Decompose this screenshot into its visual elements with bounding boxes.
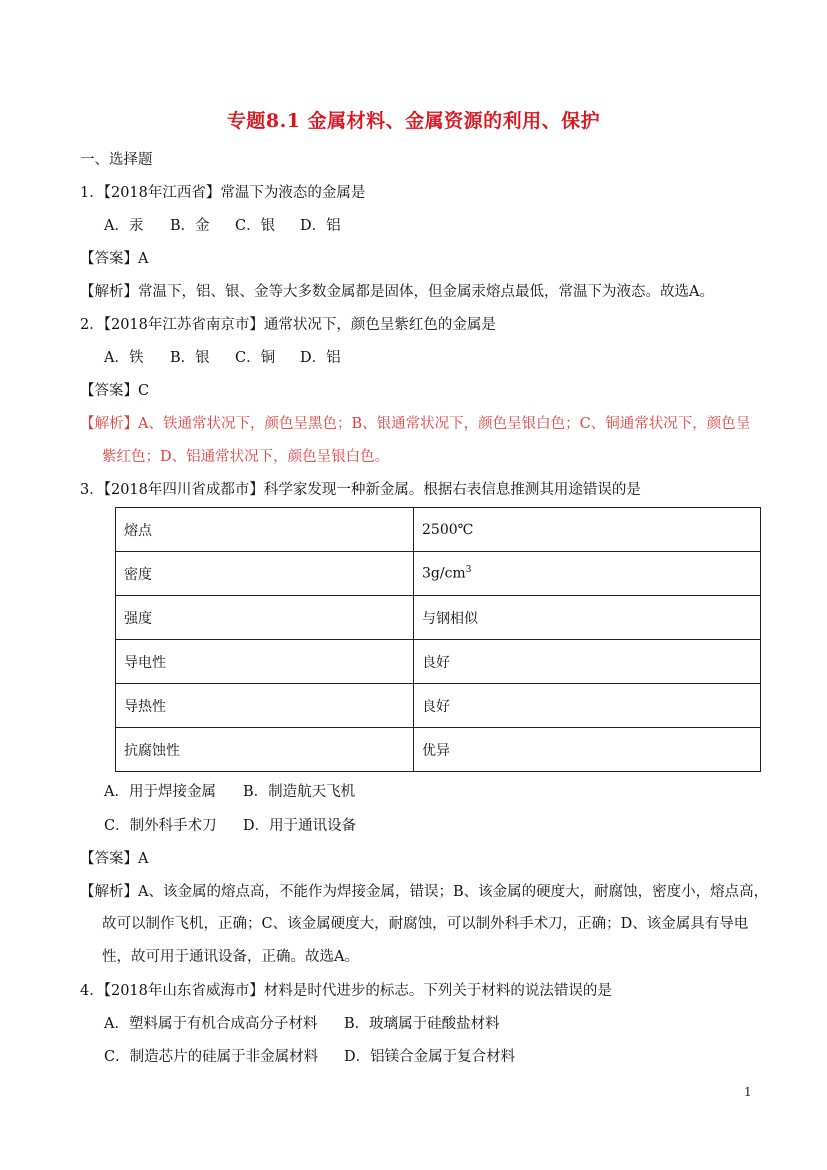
table-cell-key: 强度	[116, 596, 414, 640]
table-cell-key: 抗腐蚀性	[116, 728, 414, 772]
table-cell-key: 导热性	[116, 684, 414, 728]
q1-answer: 【答案】A	[80, 251, 149, 267]
table-cell-value: 良好	[414, 640, 761, 684]
q3-option-a: A．用于焊接金属	[104, 784, 216, 800]
table-row	[116, 552, 761, 596]
table-cell-value: 与钢相似	[414, 596, 761, 640]
page-number: 1	[744, 1085, 752, 1099]
q4-stem: 4．【2018年山东省威海市】材料是时代进步的标志。下列关于材料的说法错误的是	[80, 983, 612, 999]
table-row	[116, 508, 761, 552]
q4-option-d: D．铝镁合金属于复合材料	[344, 1049, 516, 1065]
q2-analysis-line1: 【解析】A、铁通常状况下，颜色呈黑色；B、银通常状况下，颜色呈银白色；C、铜通常状况下，颜色呈	[80, 416, 751, 432]
metal-properties-table	[115, 507, 761, 772]
table-row	[116, 684, 761, 728]
table-cell-key: 熔点	[116, 508, 414, 552]
q3-option-b: B．制造航天飞机	[243, 784, 356, 800]
q1-stem: 1．【2018年江西省】常温下为液态的金属是	[80, 185, 366, 201]
q2-option-b: B．银	[170, 350, 210, 366]
table-cell-value: 2500℃	[414, 508, 761, 552]
q2-answer: 【答案】C	[80, 383, 150, 399]
q4-option-a: A．塑料属于有机合成高分子材料	[104, 1016, 318, 1032]
table-cell-key: 导电性	[116, 640, 414, 684]
q2-analysis-line2: 紫红色；D、铝通常状况下，颜色呈银白色。	[102, 449, 390, 465]
q2-stem: 2．【2018年江苏省南京市】通常状况下，颜色呈紫红色的金属是	[80, 317, 496, 333]
table-cell-value: 优异	[414, 728, 761, 772]
q1-option-c: C．银	[235, 218, 276, 234]
q3-option-c: C．制外科手术刀	[104, 818, 217, 834]
q1-option-a: A．汞	[104, 218, 144, 234]
q3-option-d: D．用于通讯设备	[243, 818, 357, 834]
q1-option-d: D．铝	[300, 218, 341, 234]
q1-analysis: 【解析】常温下，铝、银、金等大多数金属都是固体，但金属汞熔点最低，常温下为液态。故选A。	[80, 284, 714, 300]
q2-option-d: D．铝	[300, 350, 341, 366]
q4-option-c: C．制造芯片的硅属于非金属材料	[104, 1049, 319, 1065]
q3-answer: 【答案】A	[80, 851, 149, 867]
q4-option-b: B．玻璃属于硅酸盐材料	[344, 1016, 500, 1032]
table-row	[116, 728, 761, 772]
table-row	[116, 640, 761, 684]
q3-analysis-line3: 性，故可用于通讯设备，正确。故选A。	[102, 949, 359, 965]
section-heading: 一、选择题	[80, 152, 153, 168]
table-cell-key: 密度	[116, 552, 414, 596]
q2-option-c: C．铜	[235, 350, 276, 366]
q1-option-b: B．金	[170, 218, 210, 234]
q3-stem: 3．【2018年四川省成都市】科学家发现一种新金属。根据右表信息推测其用途错误的是	[80, 482, 641, 498]
table-cell-value	[414, 552, 761, 596]
density-exponent: 3	[465, 565, 472, 576]
q3-analysis-line1: 【解析】A、该金属的熔点高，不能作为焊接金属，错误；B、该金属的硬度大，耐腐蚀，密度小，熔点高，	[80, 884, 769, 900]
q2-option-a: A．铁	[104, 350, 144, 366]
density-value: 3g/cm	[422, 565, 466, 582]
table-cell-value: 良好	[414, 684, 761, 728]
q3-analysis-line2: 故可以制作飞机，正确；C、该金属硬度大，耐腐蚀，可以制外科手术刀，正确；D、该金属具有导电	[102, 916, 749, 932]
page-title: 专题8.1 金属材料、金属资源的利用、保护	[226, 110, 601, 132]
table-row	[116, 596, 761, 640]
